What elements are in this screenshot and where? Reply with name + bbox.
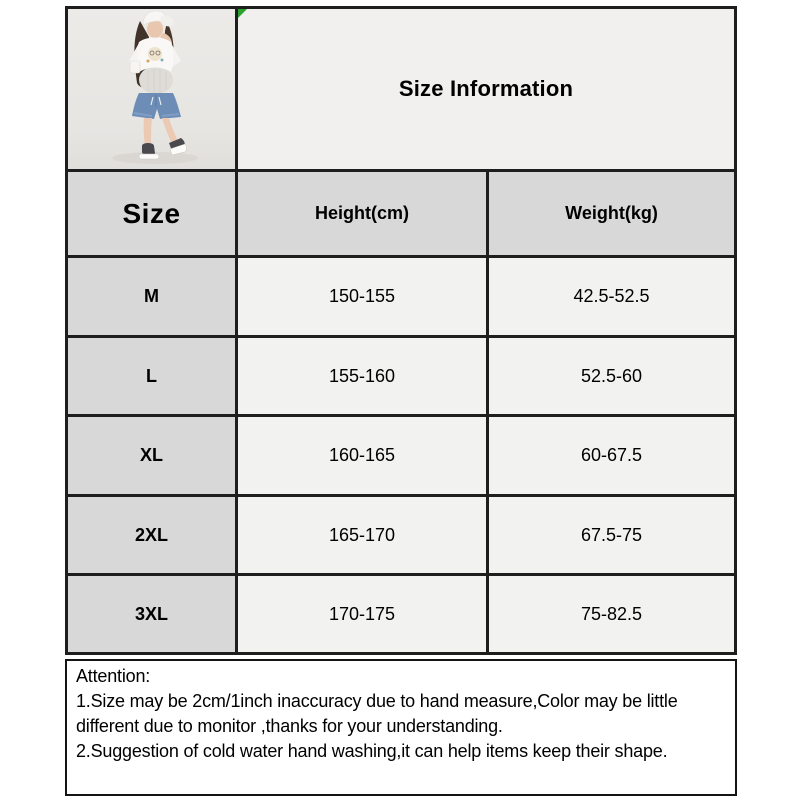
row-3xl-weight: 75-82.5	[489, 576, 734, 652]
page-title: Size Information	[398, 76, 574, 101]
table-title-cell	[238, 9, 734, 172]
column-header-size: Size	[68, 172, 238, 258]
row-m-weight: 42.5-52.5	[489, 258, 734, 338]
model-photo-cell	[68, 9, 238, 172]
row-xl-height: 160-165	[238, 417, 489, 497]
row-2xl-weight: 67.5-75	[489, 497, 734, 576]
column-header-weight: Weight(kg)	[489, 172, 734, 258]
size-table	[65, 6, 737, 655]
row-2xl-size: 2XL	[68, 497, 238, 576]
row-l-size: L	[68, 338, 238, 417]
row-xl-weight: 60-67.5	[489, 417, 734, 497]
attention-heading: Attention:	[76, 666, 151, 686]
row-3xl-size: 3XL	[68, 576, 238, 652]
column-header-height: Height(cm)	[238, 172, 489, 258]
attention-line-3: 2.Suggestion of cold water hand washing,it can help items keep their shape.	[76, 741, 668, 761]
row-l-height: 155-160	[238, 338, 489, 417]
row-2xl-height: 165-170	[238, 497, 489, 576]
row-3xl-height: 170-175	[238, 576, 489, 652]
model-photo-illustration	[68, 9, 235, 169]
excel-corner-marker-icon	[238, 9, 247, 18]
attention-note-box	[65, 659, 737, 796]
row-m-size: M	[68, 258, 238, 338]
attention-line-2: different due to monitor ,thanks for your understanding.	[76, 716, 503, 736]
row-m-height: 150-155	[238, 258, 489, 338]
attention-line-1: 1.Size may be 2cm/1inch inaccuracy due to hand measure,Color may be little	[76, 691, 678, 711]
row-l-weight: 52.5-60	[489, 338, 734, 417]
row-xl-size: XL	[68, 417, 238, 497]
